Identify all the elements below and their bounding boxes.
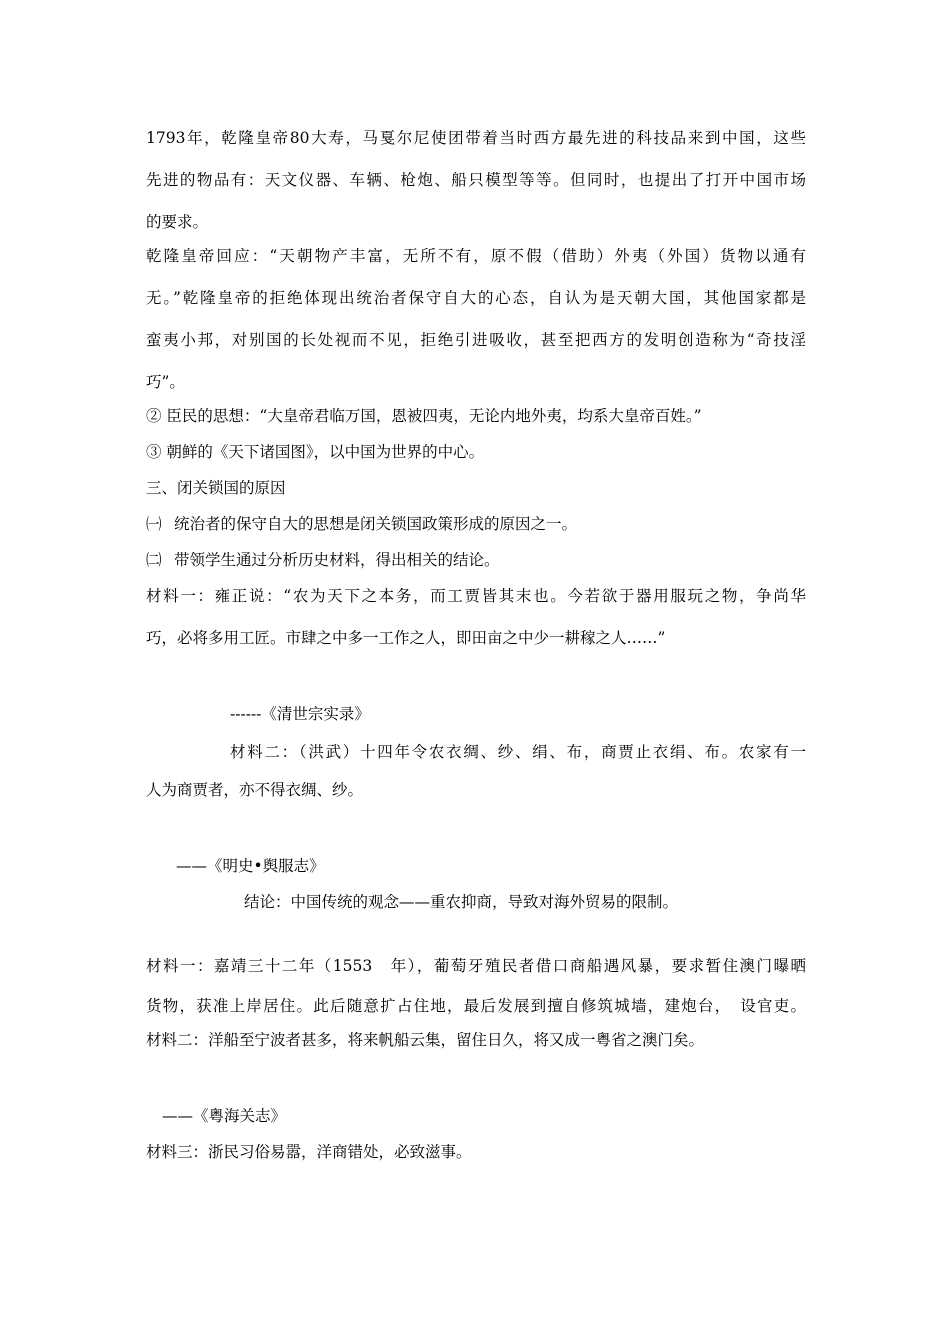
paragraph-line: 巧，必将多用工匠。市肆之中多一工作之人，即田亩之中少一耕稼之人……” — [146, 629, 666, 647]
paragraph-line: 材料一：雍正说：“农为天下之本务，而工贾皆其末也。今若欲于器用服玩之物，争尚华 — [146, 587, 806, 605]
list-item — [146, 514, 577, 534]
paragraph-line: 材料一：嘉靖三十二年（1553 年），葡萄牙殖民者借口商船遇风暴，要求暂住澳门曝晒 — [146, 957, 806, 975]
paragraph-line: 蛮夷小邦，对别国的长处视而不见，拒绝引进吸收，甚至把西方的发明创造称为“奇技淫 — [146, 331, 806, 349]
paragraph-line: 人为商贾者，亦不得衣绸、纱。 — [146, 781, 364, 799]
paragraph-line: 无。”乾隆皇帝的拒绝体现出统治者保守自大的心态，自认为是天朝大国，其他国家都是 — [146, 289, 806, 307]
paragraph-line: 货物，获准上岸居住。此后随意扩占住地，最后发展到擅自修筑城墙，建炮台， 设官吏。 — [146, 997, 806, 1015]
paragraph-line: 的要求。 — [146, 213, 209, 231]
conclusion-text: 结论：中国传统的观念——重农抑商，导致对海外贸易的限制。 — [244, 893, 679, 911]
list-marker: ㈡ — [146, 551, 162, 569]
list-item-text: 带领学生通过分析历史材料，得出相关的结论。 — [174, 551, 500, 569]
list-item-text: 统治者的保守自大的思想是闭关锁国政策形成的原因之一。 — [174, 515, 578, 533]
list-item: ② 臣民的思想：“大皇帝君临万国，恩被四夷，无论内地外夷，均系大皇帝百姓。” — [146, 407, 702, 425]
source-citation: ——《粤海关志》 — [162, 1107, 287, 1125]
list-item — [146, 550, 500, 570]
paragraph-line: 材料三：浙民习俗易嚣，洋商错处，必致滋事。 — [146, 1143, 472, 1161]
paragraph-line: 巧”。 — [146, 373, 185, 391]
paragraph-line: 材料二：洋船至宁波者甚多，将来帆船云集，留住日久，将又成一粤省之澳门矣。 — [146, 1031, 705, 1049]
source-citation: ——《明史•舆服志》 — [176, 857, 325, 875]
source-citation: ------《清世宗实录》 — [230, 705, 370, 723]
paragraph-line: 1793年，乾隆皇帝80大寿，马戛尔尼使团带着当时西方最先进的科技品来到中国，这些 — [146, 129, 806, 147]
paragraph-line: 先进的物品有：天文仪器、车辆、枪炮、船只模型等等。但同时，也提出了打开中国市场 — [146, 171, 806, 189]
section-heading: 三、闭关锁国的原因 — [146, 479, 286, 497]
paragraph-line: 材料二：（洪武）十四年令农衣绸、纱、绢、布，商贾止衣绢、布。农家有一 — [230, 743, 806, 761]
list-marker: ㈠ — [146, 515, 162, 533]
list-item: ③ 朝鲜的《天下诸国图》，以中国为世界的中心。 — [146, 443, 485, 461]
paragraph-line: 乾隆皇帝回应：“天朝物产丰富，无所不有，原不假（借助）外夷（外国）货物以通有 — [146, 247, 806, 265]
